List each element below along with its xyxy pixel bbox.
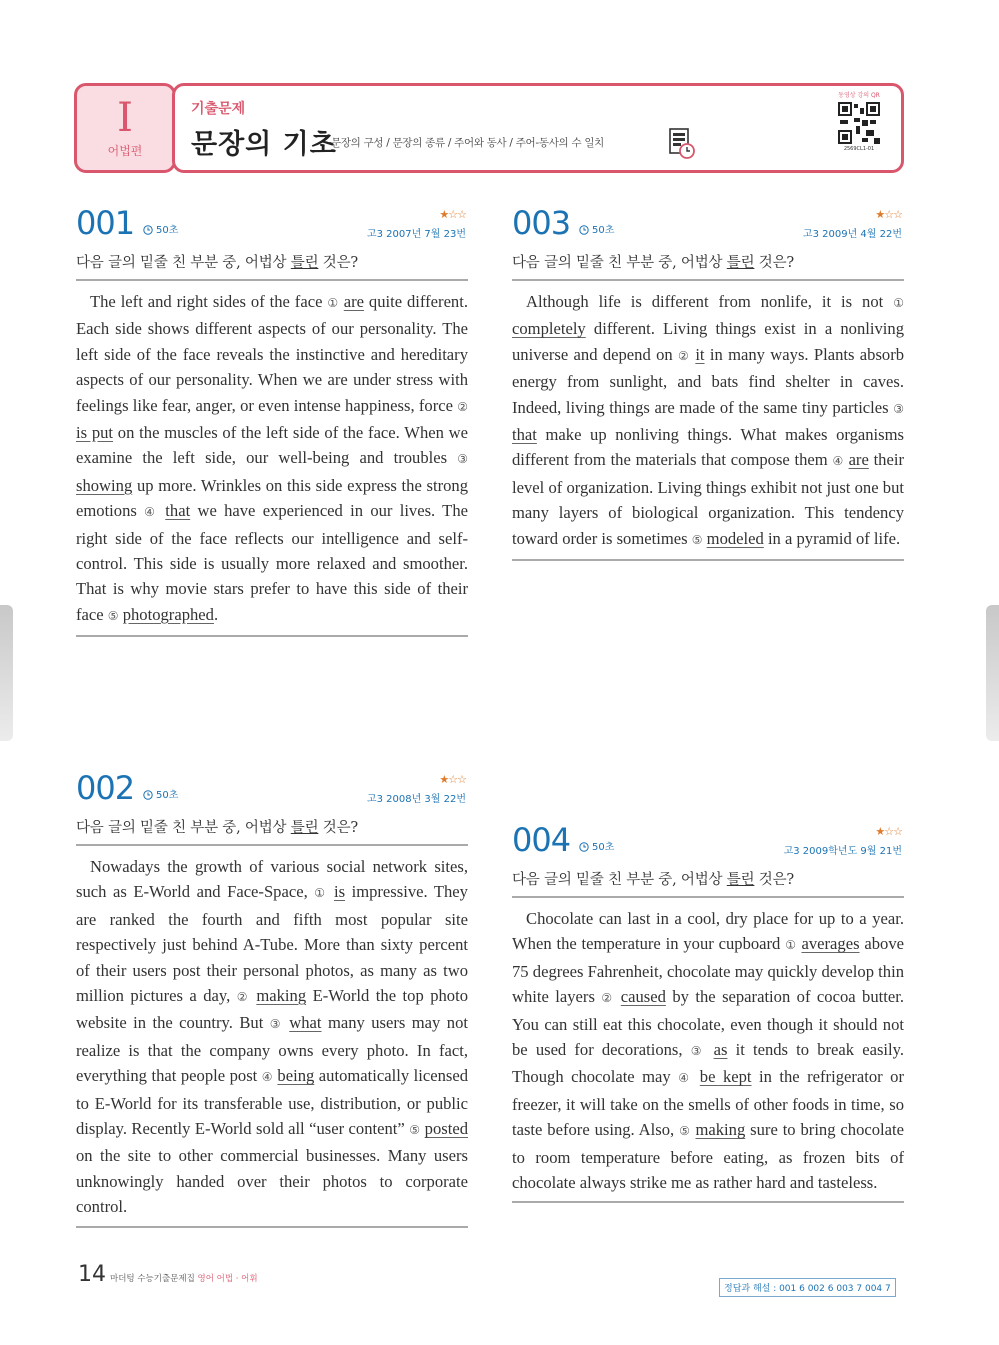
passage-text: their level of organization. Living things exhibit not just one but many layers of biological organization. This tendency toward order is sometimes (512, 450, 904, 548)
underlined-choice: what (289, 1013, 322, 1033)
book-title-text: 마더텅 수능기출문제집 (110, 1274, 195, 1284)
question-number: 001 (76, 204, 135, 242)
passage (512, 281, 904, 561)
underlined-choice: modeled (706, 528, 764, 548)
question-number: 002 (76, 769, 135, 807)
passage (76, 846, 468, 1228)
chapter-header (74, 83, 904, 171)
question-header (76, 205, 468, 243)
passage-text: The left and right sides of the face (90, 292, 328, 311)
choice-marker: ① (785, 938, 797, 953)
passage-text: on the site to other commercial businesses. Many users unknowingly handed over their photos to corporate control. (76, 1146, 468, 1217)
choice-marker: ⑤ (679, 1124, 691, 1139)
title-box (172, 83, 904, 173)
clock-icon (143, 790, 153, 800)
unit-label: 어법편 (107, 144, 143, 158)
passage-text: different. Living things exist in a nonliving universe and depend on (512, 319, 904, 364)
prompt-after: 것은? (318, 820, 358, 836)
star-empty-icon: ☆ (457, 208, 466, 221)
passage-text: E-World the top photo website in the country. But (76, 986, 469, 1033)
passage-text: in a pyramid of life. (763, 528, 901, 548)
qr-code-icon[interactable] (838, 102, 880, 144)
prompt-before: 다음 글의 밑줄 친 부분 중, 어법상 (76, 820, 291, 836)
clock-icon (579, 842, 589, 852)
choice-marker: ② (601, 991, 615, 1006)
prompt-before: 다음 글의 밑줄 친 부분 중, 어법상 (512, 255, 727, 271)
unit-roman: I (117, 95, 133, 141)
prompt-underlined: 틀린 (726, 255, 755, 271)
star-empty-icon: ☆ (893, 208, 902, 221)
underlined-choice: posted (424, 1119, 468, 1139)
prompt-before: 다음 글의 밑줄 친 부분 중, 어법상 (76, 255, 291, 271)
title-subtitle: 문장의 구성 / 문장의 종류 / 주어와 동사 / 주어-동사의 수 일치 (331, 137, 605, 149)
passage-text: make up nonliving things. What makes organisms different from the materials that compose them (512, 425, 904, 470)
passage-text: it tends to break easily. Though chocolate may (512, 1040, 904, 1087)
unit-badge (74, 83, 176, 173)
choice-marker: ① (893, 296, 904, 310)
passage-text: Chocolate can last in a cool, dry place for up to a year. When the temperature in your cupboard (512, 909, 904, 954)
question-prompt (512, 243, 904, 281)
difficulty-stars (875, 825, 902, 838)
question-header (76, 770, 468, 808)
underlined-choice: caused (620, 987, 666, 1007)
time-limit (579, 221, 614, 236)
star-filled-icon: ★ (875, 825, 885, 838)
passage-text: in the refrigerator or freezer, it will take on the smells of other foods in time, so taste before using. Also, (512, 1067, 904, 1140)
star-empty-icon: ☆ (884, 825, 894, 838)
question-source: 고3 2009년 4월 22번 (802, 229, 902, 240)
underlined-choice: being (277, 1066, 315, 1086)
underlined-choice: photographed (122, 604, 214, 624)
star-empty-icon: ☆ (884, 208, 894, 221)
passage-text: in many ways. Plants absorb energy from sunlight, and bats find shelter in caves. Indeed, living things are made of the same tiny particles (512, 344, 905, 417)
passage (76, 281, 468, 637)
qr-block (829, 90, 889, 152)
passage-text: by the separation of cocoa butter. You can still eat this chocolate, even though it should not be used for decorations, (512, 987, 904, 1060)
passage-text: . (213, 604, 219, 624)
star-filled-icon: ★ (439, 208, 449, 221)
time-limit (143, 221, 178, 236)
question-source: 고3 2009학년도 9월 21번 (783, 846, 902, 857)
star-empty-icon: ☆ (893, 825, 902, 838)
passage-text: quite different. Each side shows different aspects of our personality. The left side of the face reveals the instinctive and hereditary aspects of our personality. When we are under stress with feelings like fear, anger, or even intense happiness, force (76, 292, 468, 415)
underlined-choice: making (695, 1120, 746, 1140)
choice-marker: ⑤ (409, 1123, 421, 1138)
underlined-choice: are (848, 450, 869, 470)
time-limit-text: 50초 (156, 790, 179, 801)
choice-marker: ③ (269, 1017, 283, 1032)
star-empty-icon: ☆ (448, 208, 458, 221)
choice-marker: ④ (261, 1070, 273, 1085)
choice-marker: ⑤ (691, 532, 703, 547)
passage-text: many users may not realize is that the company owns every photo. In fact, everything that people post (76, 1013, 468, 1086)
passage-text: on the muscles of the left side of the face. When we examine the left side, our well-being and troubles (76, 423, 469, 468)
answer-key: 정답과 해설 : 001 6 002 6 003 7 004 7 (719, 1278, 896, 1297)
passage-text: impressive. They are ranked the fourth and fifth most popular site respectively just behind A-Tube. More than sixty percent of their users post their personal photos, as many as two million pictures a day, (76, 882, 468, 1006)
underlined-choice: making (256, 986, 307, 1006)
choice-marker: ③ (690, 1044, 706, 1059)
difficulty-stars (875, 208, 902, 221)
time-limit (143, 786, 178, 801)
passage-text: automatically licensed to E-World for its transferable use, distribution, or public display. Recently E-World sold all “user content” (76, 1066, 468, 1139)
passage (512, 898, 904, 1203)
underlined-choice: averages (801, 934, 860, 954)
choice-marker: ③ (893, 401, 904, 416)
page-number: 14 (78, 1262, 106, 1287)
passage-text: we have experienced in our lives. The right side of the face reflects our intelligence and self-control. This side is usually more relaxed and smoother. That is why movie stars prefer to have this side of their face (76, 501, 468, 624)
question-002 (76, 770, 468, 1228)
question-header (512, 822, 904, 860)
prompt-underlined: 틀린 (726, 872, 755, 888)
choice-marker: ② (678, 348, 690, 363)
passage-text: Although life is different from nonlife, it is not (526, 292, 894, 311)
choice-marker: ③ (457, 452, 468, 467)
time-limit-text: 50초 (592, 842, 615, 853)
prompt-underlined: 틀린 (290, 255, 319, 271)
underlined-choice: as (713, 1040, 728, 1060)
question-number: 003 (512, 204, 571, 242)
qr-number: 2569CL1-01 (843, 146, 875, 152)
choice-marker: ⑤ (107, 608, 119, 623)
underlined-choice: is put (76, 423, 114, 443)
underlined-choice: that (165, 501, 191, 521)
star-empty-icon: ☆ (448, 773, 458, 786)
star-empty-icon: ☆ (457, 773, 466, 786)
document-clock-icon (667, 126, 697, 160)
left-page-tab[interactable] (0, 605, 13, 741)
passage-text: above 75 degrees Fahrenheit, chocolate may quickly develop thin white layers (512, 934, 904, 1007)
question-001 (76, 205, 468, 637)
choice-marker: ④ (678, 1071, 693, 1086)
question-prompt (76, 243, 468, 281)
qr-label: 동영상 강의 QR (838, 92, 880, 99)
page-title: 문장의 기초 (191, 129, 337, 160)
choice-marker: ① (327, 296, 339, 310)
prompt-after: 것은? (754, 872, 794, 888)
right-page-tab[interactable] (986, 605, 999, 741)
title-kicker: 기출문제 (191, 101, 246, 117)
book-title (110, 1272, 258, 1284)
passage-text: up more. Wrinkles on this side express the strong emotions (76, 475, 468, 521)
choice-marker: ① (314, 886, 328, 901)
prompt-underlined: 틀린 (290, 820, 319, 836)
star-filled-icon: ★ (439, 773, 449, 786)
question-source: 고3 2008년 3월 22번 (366, 794, 466, 805)
question-004 (512, 822, 904, 1203)
question-prompt (512, 860, 904, 898)
choice-marker: ④ (832, 454, 844, 469)
difficulty-stars (439, 773, 466, 786)
prompt-after: 것은? (318, 255, 358, 271)
underlined-choice: is (333, 882, 346, 902)
question-header (512, 205, 904, 243)
difficulty-stars (439, 208, 466, 221)
passage-text: Nowadays the growth of various social network sites, such as E-World and Face-Space, (76, 857, 468, 902)
choice-marker: ② (236, 990, 250, 1005)
underlined-choice: completely (512, 319, 586, 339)
prompt-after: 것은? (754, 255, 794, 271)
time-limit (579, 838, 614, 853)
choice-marker: ② (457, 399, 468, 414)
question-prompt (76, 808, 468, 846)
passage-text: sure to bring chocolate to room temperature before eating, as frozen bits of chocolate always strike me as rather hard and tasteless. (512, 1120, 904, 1193)
book-subject: 영어 어법 · 어휘 (197, 1274, 258, 1284)
time-limit-text: 50초 (156, 225, 179, 236)
underlined-choice: that (512, 425, 537, 445)
underlined-choice: be kept (699, 1067, 752, 1087)
choice-marker: ④ (144, 505, 159, 520)
clock-icon (579, 225, 589, 235)
star-filled-icon: ★ (875, 208, 885, 221)
question-number: 004 (512, 821, 571, 859)
clock-icon (143, 225, 153, 235)
question-source: 고3 2007년 7월 23번 (366, 229, 466, 240)
underlined-choice: showing (76, 475, 133, 495)
time-limit-text: 50초 (592, 225, 615, 236)
underlined-choice: are (343, 292, 365, 311)
prompt-before: 다음 글의 밑줄 친 부분 중, 어법상 (512, 872, 727, 888)
underlined-choice: it (695, 344, 705, 364)
question-003 (512, 205, 904, 561)
